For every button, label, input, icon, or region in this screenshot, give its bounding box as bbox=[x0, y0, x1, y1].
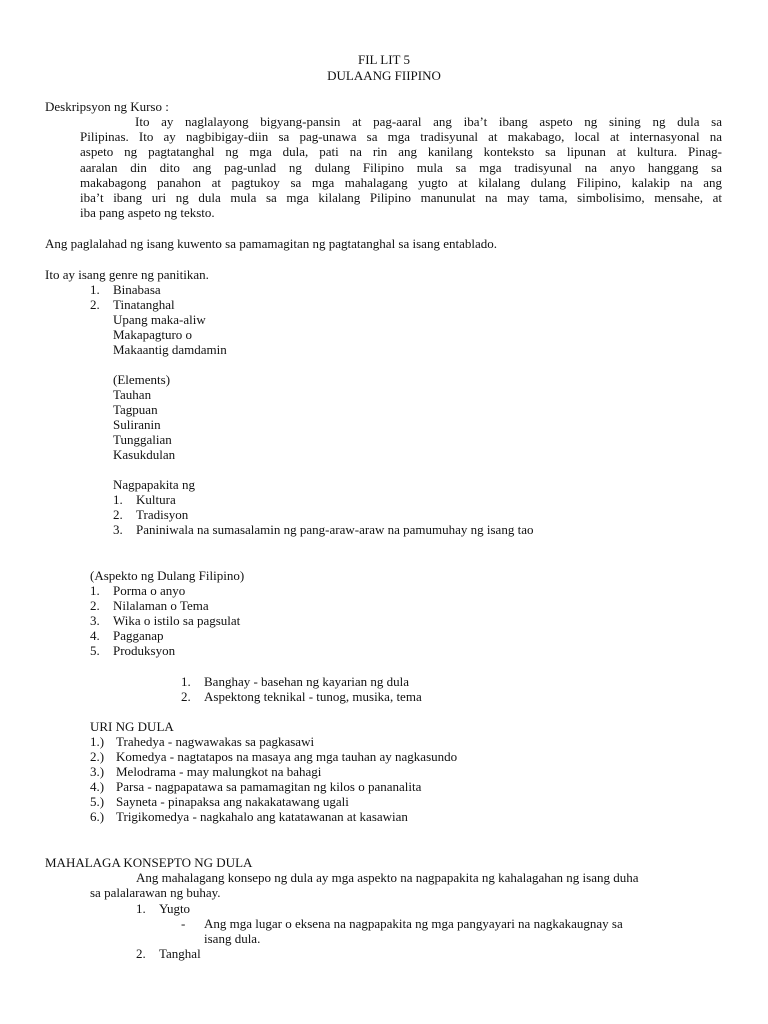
list-number: 2. bbox=[181, 689, 191, 704]
element-item: Suliranin bbox=[113, 417, 161, 432]
paragraph-line: aspeto ng pagtatanghal ng mga dula, pati na rin ang kanilang konteksto sa lipunan at kultura. Pinag- bbox=[80, 144, 722, 160]
list-item: Sayneta - pinapaksa ang nakakatawang ugali bbox=[116, 794, 349, 809]
element-item: Tauhan bbox=[113, 387, 152, 402]
uri-heading: URI NG DULA bbox=[90, 719, 174, 734]
course-description-label: Deskripsyon ng Kurso : bbox=[45, 99, 169, 114]
item-description-line: Ang mga lugar o eksena na nagpapakita ng mga pangyayari na nagkakaugnay sa bbox=[204, 916, 623, 931]
list-item: Nilalaman o Tema bbox=[113, 598, 209, 613]
list-number: 1. bbox=[113, 492, 123, 507]
konsepto-heading: MAHALAGA KONSEPTO NG DULA bbox=[45, 855, 253, 870]
list-item: Produksyon bbox=[113, 643, 176, 658]
list-number: 1. bbox=[90, 282, 100, 297]
list-number: 1. bbox=[136, 901, 146, 916]
list-item: Paniniwala na sumasalamin ng pang-araw-araw na pamumuhay ng isang tao bbox=[136, 522, 534, 537]
definition-line: Ang paglalahad ng isang kuwento sa pamamagitan ng pagtatanghal sa isang entablado. bbox=[45, 236, 497, 251]
list-number: 2. bbox=[113, 507, 123, 522]
list-item: Binabasa bbox=[113, 282, 161, 297]
list-item: Aspektong teknikal - tunog, musika, tema bbox=[204, 689, 422, 704]
list-number: 6.) bbox=[90, 809, 105, 824]
paragraph-line: makabagong panahon at pagtukoy sa mga mahalagang yugto at kilalang dulang Filipino, kalakip na ang bbox=[80, 174, 722, 190]
element-item: Tunggalian bbox=[113, 432, 172, 447]
list-item: Tradisyon bbox=[136, 507, 189, 522]
purpose-item: Makaantig damdamin bbox=[113, 342, 227, 357]
paragraph-line: Ito ay naglalayong bigyang-pansin at pag-aaral ang iba’t ibang aspeto ng sining ng dula sa bbox=[135, 114, 722, 129]
elements-heading: (Elements) bbox=[113, 372, 171, 387]
list-number: 5.) bbox=[90, 794, 105, 809]
konsepto-intro-line: Ang mahalagang konsepo ng dula ay mga aspekto na nagpapakita ng kahalagahan ng isang duha bbox=[136, 870, 639, 885]
list-item: Porma o anyo bbox=[113, 583, 186, 598]
list-item: Kultura bbox=[136, 492, 176, 507]
list-number: 3. bbox=[90, 613, 100, 628]
list-item: Tanghal bbox=[159, 946, 201, 961]
list-number: 1. bbox=[90, 583, 100, 598]
genre-intro: Ito ay isang genre ng panitikan. bbox=[45, 267, 209, 282]
list-item: Yugto bbox=[159, 901, 191, 916]
list-item: Wika o istilo sa pagsulat bbox=[113, 613, 241, 628]
list-item: Parsa - nagpapatawa sa pamamagitan ng kilos o pananalita bbox=[116, 779, 422, 794]
list-item: Trahedya - nagwawakas sa pagkasawi bbox=[116, 734, 315, 749]
document-title: DULAANG FIIPINO bbox=[327, 68, 441, 83]
dash-bullet: - bbox=[181, 916, 186, 931]
list-number: 3.) bbox=[90, 764, 105, 779]
list-number: 1.) bbox=[90, 734, 105, 749]
list-number: 2. bbox=[90, 598, 100, 613]
list-number: 1. bbox=[181, 674, 191, 689]
element-item: Tagpuan bbox=[113, 402, 158, 417]
list-item: Pagganap bbox=[113, 628, 164, 643]
element-item: Kasukdulan bbox=[113, 447, 176, 462]
paragraph-line: iba pang aspeto ng teksto. bbox=[80, 205, 215, 221]
list-number: 4.) bbox=[90, 779, 105, 794]
nagpapakita-heading: Nagpapakita ng bbox=[113, 477, 195, 492]
list-item: Banghay - basehan ng kayarian ng dula bbox=[204, 674, 410, 689]
course-code: FIL LIT 5 bbox=[358, 52, 410, 67]
konsepto-intro-line: sa palalarawan ng buhay. bbox=[90, 885, 221, 900]
course-description-paragraph bbox=[80, 114, 722, 220]
list-item: Tinatanghal bbox=[113, 297, 175, 312]
purpose-item: Makapagturo o bbox=[113, 327, 193, 342]
paragraph-line: iba’t ibang uri ng dula mula sa mga kilalang Pilipino manunulat na may tama, simbolisimo, mensahe, at bbox=[80, 190, 722, 206]
list-item: Melodrama - may malungkot na bahagi bbox=[116, 764, 322, 779]
list-item: Trigikomedya - nagkahalo ang katatawanan at kasawian bbox=[116, 809, 408, 824]
purpose-item: Upang maka-aliw bbox=[113, 312, 206, 327]
list-number: 4. bbox=[90, 628, 100, 643]
list-number: 3. bbox=[113, 522, 123, 537]
item-description-line: isang dula. bbox=[204, 931, 261, 946]
list-number: 2. bbox=[90, 297, 100, 312]
list-number: 5. bbox=[90, 643, 100, 658]
list-number: 2. bbox=[136, 946, 146, 961]
paragraph-line: Pilipinas. Ito ay nagbibigay-diin sa pag-unawa sa mga tradisyunal at makabago, local at internasyonal na bbox=[80, 129, 722, 145]
aspekto-heading: (Aspekto ng Dulang Filipino) bbox=[90, 568, 245, 583]
list-number: 2.) bbox=[90, 749, 105, 764]
paragraph-line: aaralan din dito ang pag-unlad ng dulang Filipino mula sa mga tradisyunal na anyo hanggang sa bbox=[80, 159, 722, 175]
list-item: Komedya - nagtatapos na masaya ang mga tauhan ay nagkasundo bbox=[116, 749, 458, 764]
